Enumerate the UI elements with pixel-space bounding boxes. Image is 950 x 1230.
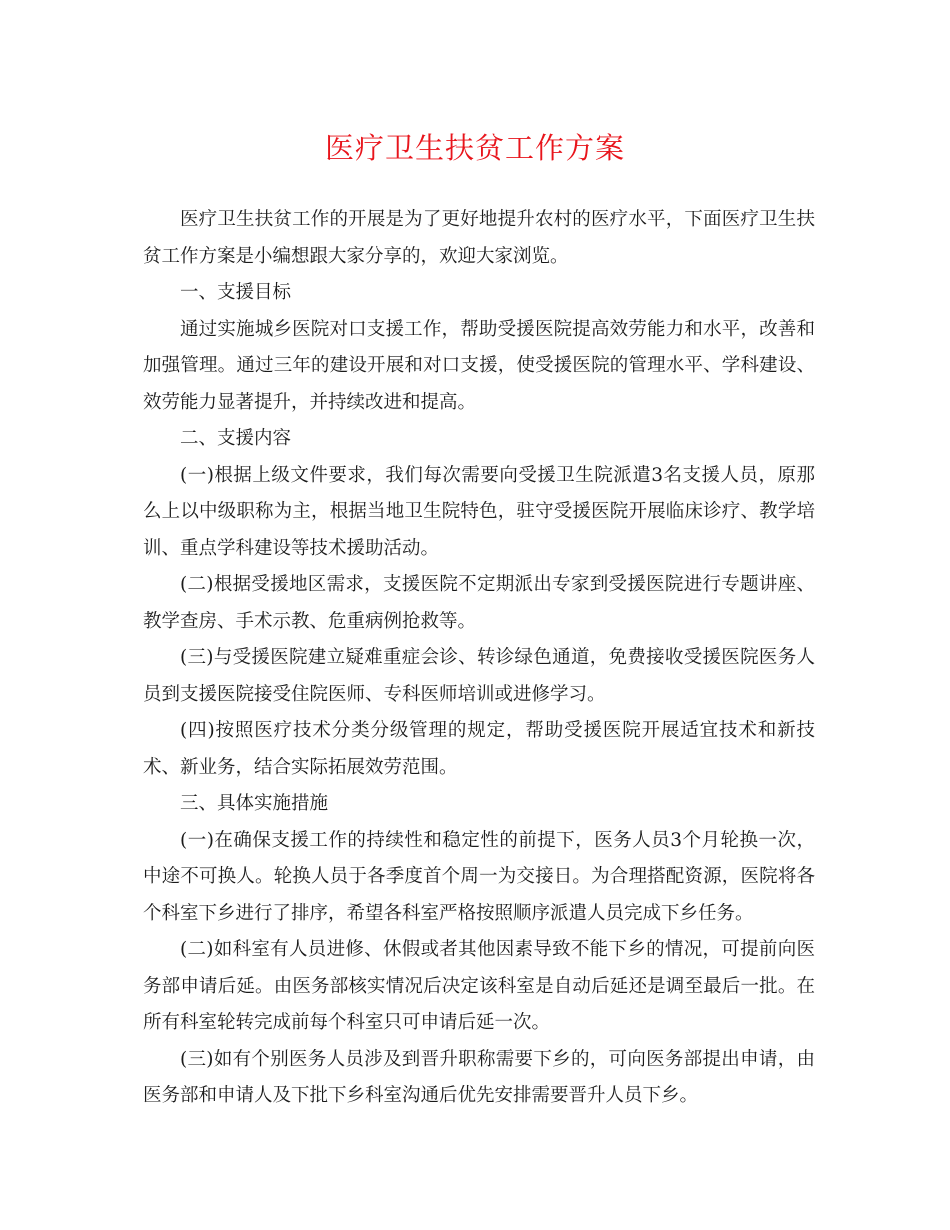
section-heading-implementation: 三、具体实施措施: [180, 793, 329, 814]
support-content-item-4: (四)按照医疗技术分类分级管理的规定，帮助受援医院开展适宜技术和新技术、新业务，结合实际拓展效劳范围。: [143, 720, 815, 778]
support-content-item-1: (一)根据上级文件要求，我们每次需要向受援卫生院派遣3名支援人员，原那么上以中级职称为主，根据当地卫生院特色，驻守受援医院开展临床诊疗、教学培训、重点学科建设等技术援助活动。: [143, 464, 815, 559]
document-body: [143, 202, 815, 1115]
intro-paragraph: 医疗卫生扶贫工作的开展是为了更好地提升农村的医疗水平，下面医疗卫生扶贫工作方案是小编想跟大家分享的，欢迎大家浏览。: [143, 209, 815, 267]
implementation-item-2: (二)如科室有人员进修、休假或者其他因素导致不能下乡的情况，可提前向医务部申请后延。由医务部核实情况后决定该科室是自动后延还是调至最后一批。在所有科室轮转完成前每个科室只可申请后延一次。: [143, 939, 815, 1033]
document-title: 医疗卫生扶贫工作方案: [324, 131, 625, 165]
section-heading-support-content: 二、支援内容: [180, 428, 292, 449]
support-content-item-3: (三)与受援医院建立疑难重症会诊、转诊绿色通道，免费接收受援医院医务人员到支援医院接受住院医师、专科医师培训或进修学习。: [143, 647, 815, 705]
implementation-item-3: (三)如有个别医务人员涉及到晋升职称需要下乡的，可向医务部提出申请，由医务部和申请人及下批下乡科室沟通后优先安排需要晋升人员下乡。: [143, 1048, 815, 1106]
support-goal-paragraph: 通过实施城乡医院对口支援工作，帮助受援医院提高效劳能力和水平，改善和加强管理。通过三年的建设开展和对口支援，使受援医院的管理水平、学科建设、效劳能力显著提升，并持续改进和提高。: [143, 318, 815, 413]
support-content-item-2: (二)根据受援地区需求，支援医院不定期派出专家到受援医院进行专题讲座、教学查房、手术示教、危重病例抢救等。: [143, 574, 815, 632]
implementation-item-1: (一)在确保支援工作的持续性和稳定性的前提下，医务人员3个月轮换一次，中途不可换人。轮换人员于各季度首个周一为交接日。为合理搭配资源，医院将各个科室下乡进行了排序，希望各科室严格按照顺序派遣人员完成下乡任务。: [143, 829, 815, 924]
section-heading-support-goal: 一、支援目标: [180, 282, 292, 303]
